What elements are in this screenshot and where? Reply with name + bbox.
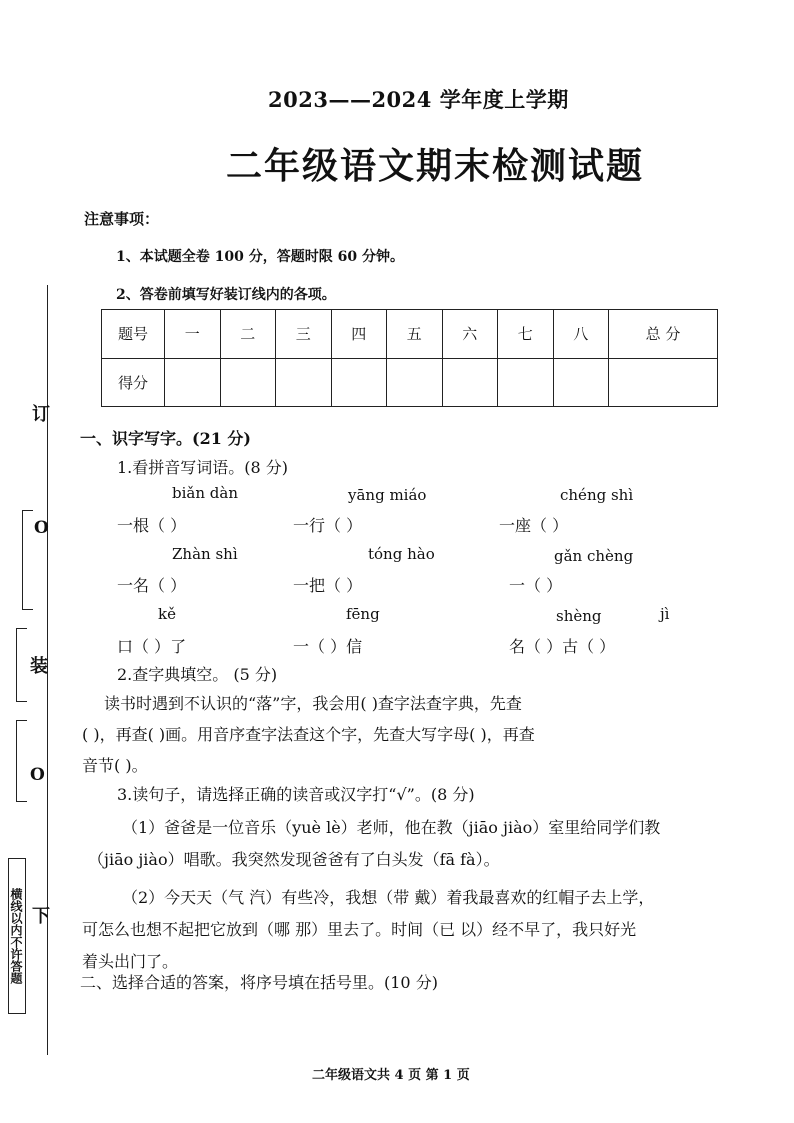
table-cell: 四 xyxy=(331,310,387,359)
binding-circle-1: O xyxy=(34,518,49,538)
score-cell[interactable] xyxy=(498,358,554,407)
binding-char-zhuang: 装 xyxy=(30,656,48,677)
note-item: 1、本试题全卷 100 分，答题时限 60 分钟。 xyxy=(116,249,404,265)
note-item: 2、答卷前填写好装订线内的各项。 xyxy=(116,287,336,303)
answer-blank[interactable]: 口（ ）了 xyxy=(117,637,187,656)
q3-line: 可怎么也想不起把它放到（哪 那）里去了。时间（已 以）经不早了，我只好光 xyxy=(82,920,637,939)
q2-line: ( )，再查( )画。用音序查字法查这个字，先查大写字母( )，再查 xyxy=(82,725,535,744)
table-cell: 题号 xyxy=(102,310,165,359)
binding-char-ding: 订 xyxy=(32,404,50,425)
q3-line: （1）爸爸是一位音乐（yuè lè）老师，他在教（jiāo jiào）室里给同学们教 xyxy=(122,818,661,837)
table-cell: 七 xyxy=(498,310,554,359)
table-cell: 一 xyxy=(165,310,221,359)
page-title: 二年级语文期末检测试题 xyxy=(226,145,645,187)
section-2-heading: 二、选择合适的答案，将序号填在括号里。(10 分) xyxy=(80,973,438,992)
table-cell: 总 分 xyxy=(609,310,718,359)
score-table-score-row xyxy=(102,358,718,407)
page-footer: 二年级语文共 4 页 第 1 页 xyxy=(312,1068,470,1083)
table-cell: 八 xyxy=(553,310,609,359)
score-table xyxy=(101,309,718,407)
pinyin: kě xyxy=(158,605,176,623)
score-cell[interactable] xyxy=(442,358,498,407)
score-cell[interactable] xyxy=(553,358,609,407)
pinyin: biǎn dàn xyxy=(172,484,238,502)
score-cell[interactable] xyxy=(609,358,718,407)
q2-line: 读书时遇到不认识的“落”字，我会用( )查字法查字典，先查 xyxy=(104,694,522,713)
binding-bracket xyxy=(16,720,27,802)
q2-label: 2.查字典填空。 (5 分) xyxy=(117,665,278,684)
pinyin: chéng shì xyxy=(560,486,634,504)
score-table-header-row xyxy=(102,310,718,359)
q3-line: （jiāo jiào）唱歌。我突然发现爸爸有了白头发（fā fà）。 xyxy=(88,850,500,869)
pinyin: jì xyxy=(660,605,670,623)
binding-char-xia: 下 xyxy=(32,906,50,927)
q3-line: 着头出门了。 xyxy=(82,952,179,971)
table-cell: 六 xyxy=(442,310,498,359)
pinyin: shèng xyxy=(556,607,602,625)
table-cell: 二 xyxy=(220,310,276,359)
answer-blank[interactable]: 名（ ）古（ ） xyxy=(509,637,616,656)
binding-circle-2: O xyxy=(30,765,45,785)
answer-blank[interactable]: 一根（ ） xyxy=(117,516,187,535)
q1-label: 1.看拼音写词语。(8 分) xyxy=(117,458,289,477)
score-cell[interactable] xyxy=(331,358,387,407)
answer-blank[interactable]: 一座（ ） xyxy=(499,516,569,535)
q2-line: 音节( )。 xyxy=(82,756,148,775)
score-cell[interactable] xyxy=(165,358,221,407)
table-cell: 五 xyxy=(387,310,443,359)
binding-bracket xyxy=(16,628,27,702)
q3-line: （2）今天天（气 汽）有些冷，我想（带 戴）着我最喜欢的红帽子去上学， xyxy=(122,888,655,907)
pinyin: Zhàn shì xyxy=(172,545,238,563)
table-cell: 三 xyxy=(276,310,332,359)
pinyin: yāng miáo xyxy=(348,486,427,504)
binding-bracket xyxy=(22,510,33,610)
pinyin: gǎn chèng xyxy=(554,547,634,565)
pinyin: tóng hào xyxy=(368,545,435,563)
q3-body xyxy=(82,812,742,978)
answer-blank[interactable]: 一（ ）信 xyxy=(293,637,363,656)
school-year: 2023——2024 学年度上学期 xyxy=(268,87,569,112)
q3-label: 3.读句子，请选择正确的读音或汉字打“√”。(8 分) xyxy=(117,785,475,804)
answer-blank[interactable]: 一把（ ） xyxy=(293,576,363,595)
section-1-heading: 一、识字写字。(21 分) xyxy=(80,429,251,448)
score-cell[interactable] xyxy=(276,358,332,407)
table-cell: 得分 xyxy=(102,358,165,407)
no-answer-notice: 横线以内不许答题 xyxy=(8,858,26,1014)
answer-blank[interactable]: 一名（ ） xyxy=(117,576,187,595)
answer-blank[interactable]: 一行（ ） xyxy=(293,516,363,535)
score-cell[interactable] xyxy=(387,358,443,407)
pinyin: fēng xyxy=(346,605,380,623)
q2-body xyxy=(82,688,742,781)
notes-heading: 注意事项： xyxy=(84,210,160,228)
answer-blank[interactable]: 一（ ） xyxy=(509,576,563,595)
score-cell[interactable] xyxy=(220,358,276,407)
